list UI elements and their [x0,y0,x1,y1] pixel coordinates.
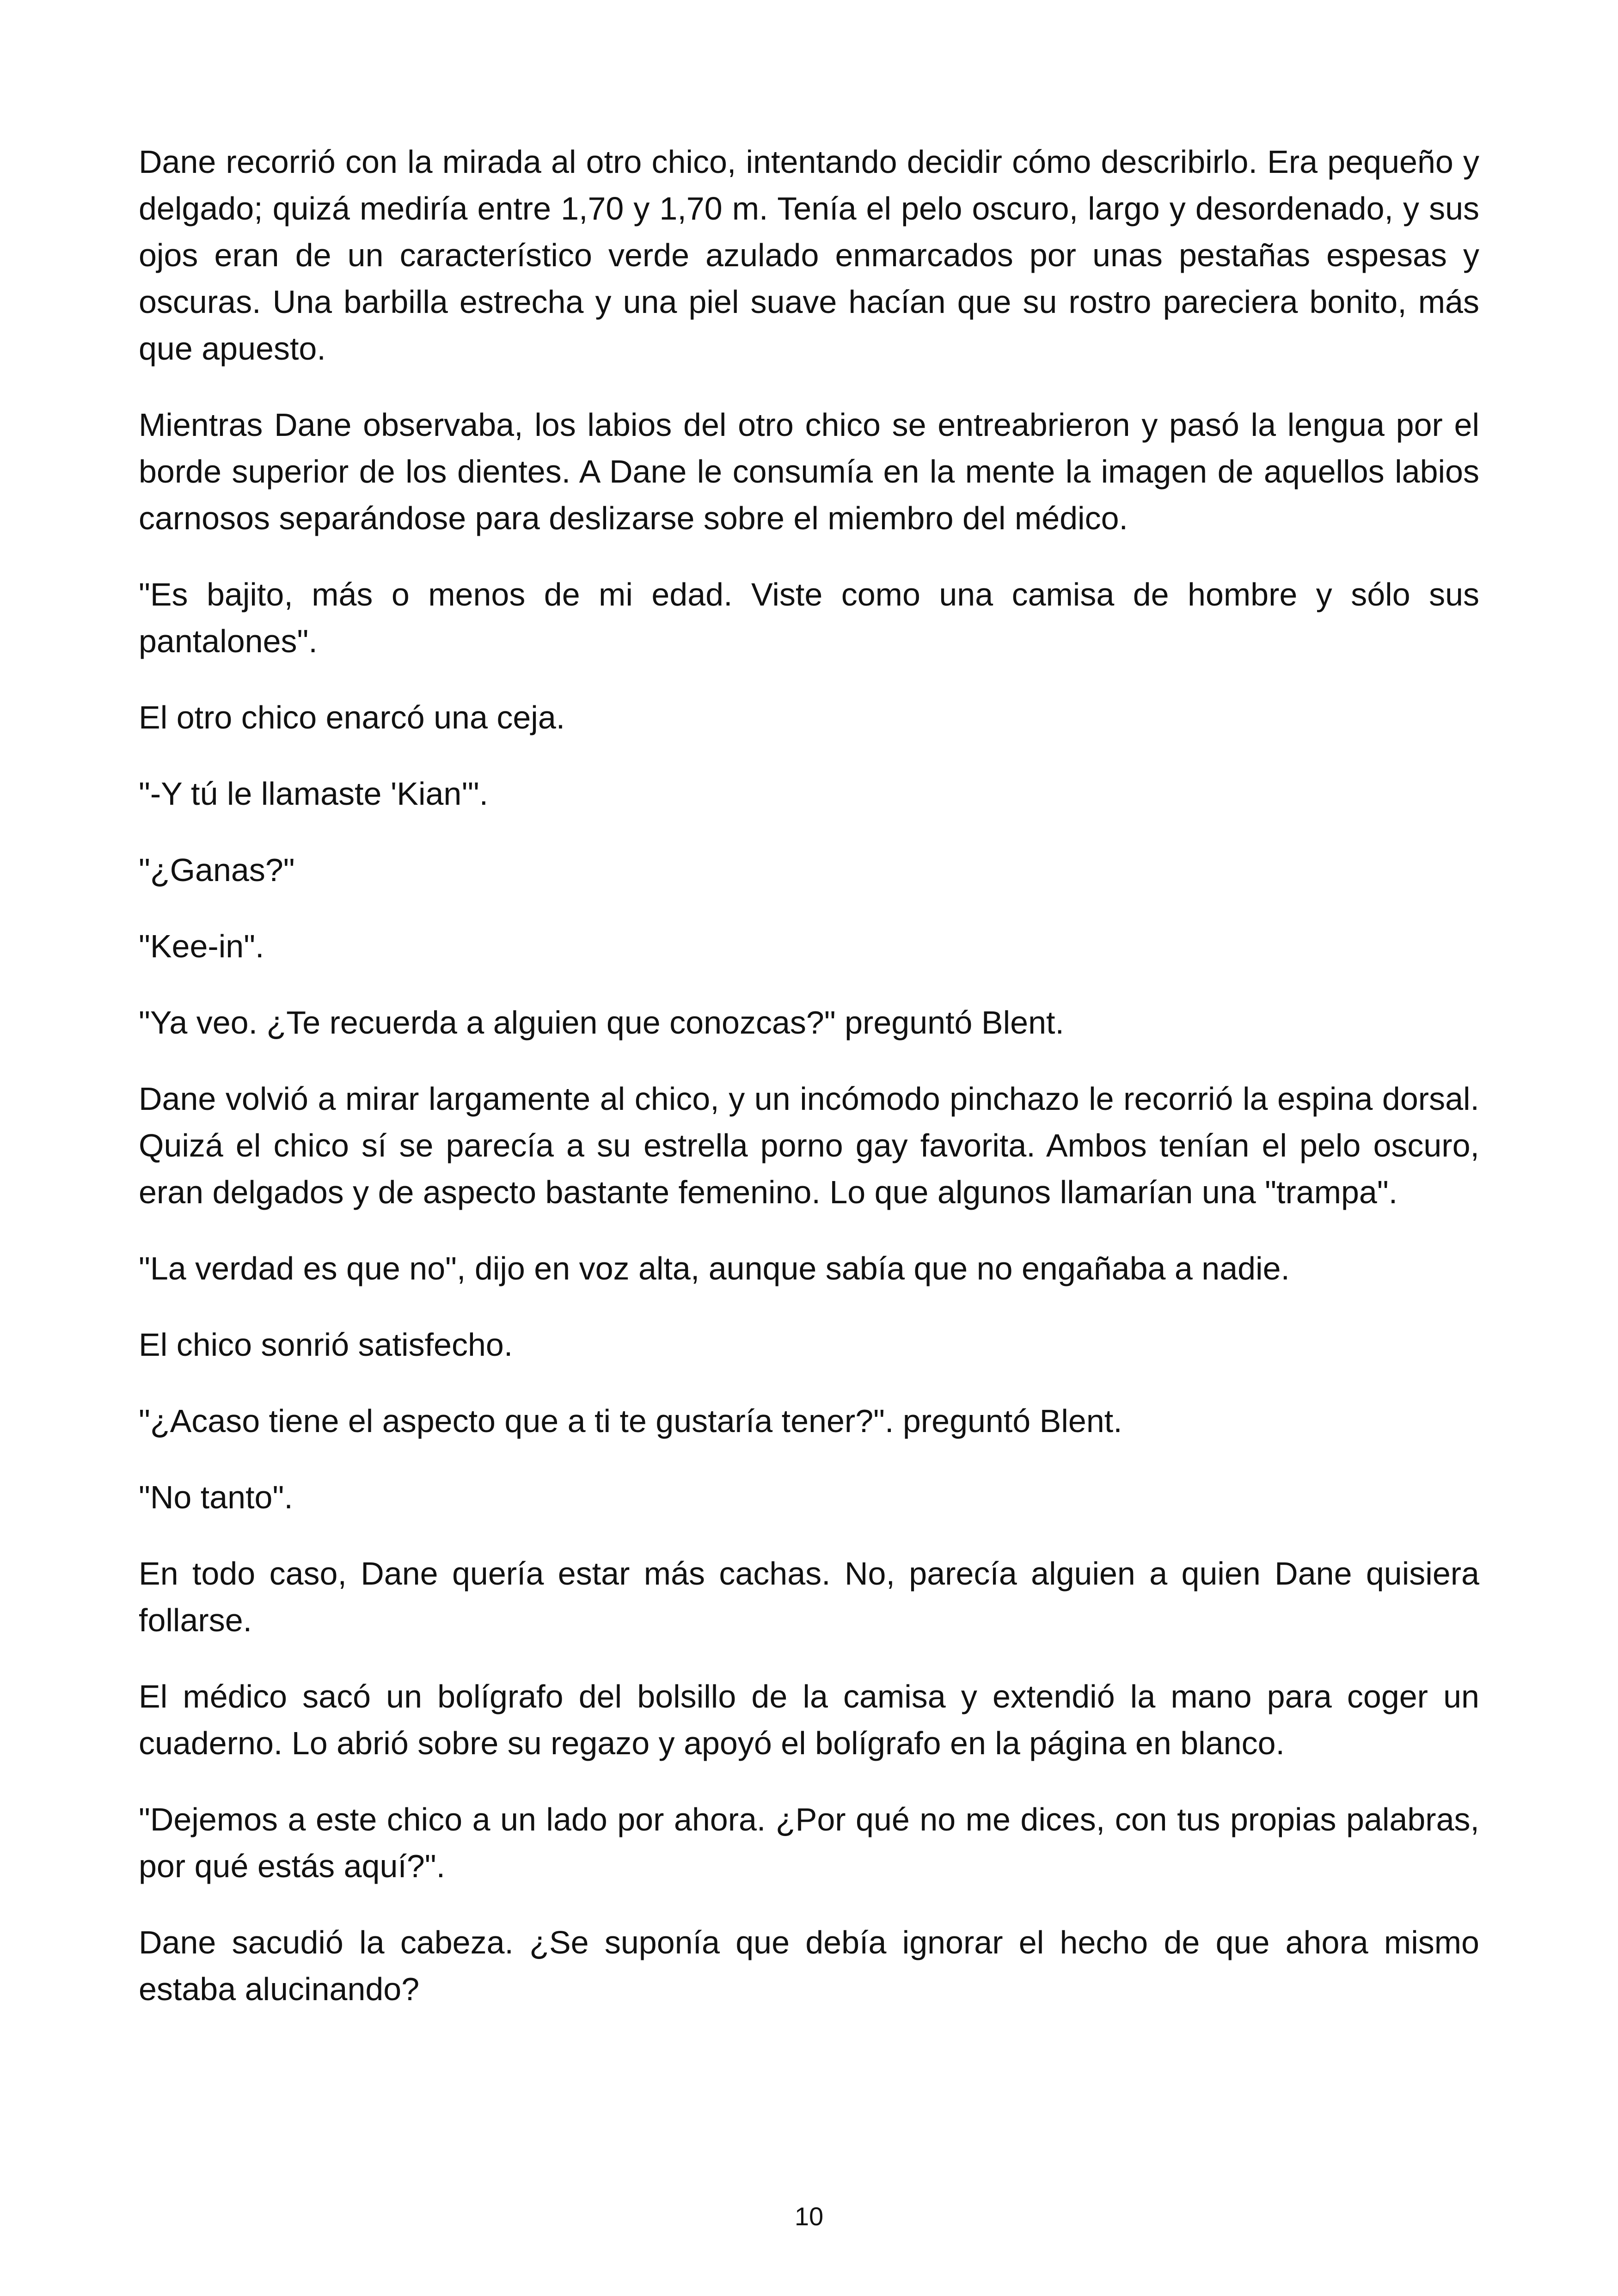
paragraph: Dane volvió a mirar largamente al chico, y un incómodo pinchazo le recorrió la espina dorsal. Quizá el chico sí se parecía a su estrella porno gay favorita. Ambos tenían el pelo oscuro, eran delgados y de aspecto bastante femenino. Lo que algunos llamarían una "trampa". [139,1081,1479,1210]
paragraph: El médico sacó un bolígrafo del bolsillo de la camisa y extendió la mano para coger un cuaderno. Lo abrió sobre su regazo y apoyó el bolígrafo en la página en blanco. [139,1678,1479,1761]
paragraph: "¿Ganas?" [139,852,295,888]
paragraph: "Es bajito, más o menos de mi edad. Viste como una camisa de hombre y sólo sus pantalones". [139,576,1479,659]
paragraph: "Ya veo. ¿Te recuerda a alguien que conozcas?" preguntó Blent. [139,1004,1064,1041]
paragraph: Mientras Dane observaba, los labios del otro chico se entreabrieron y pasó la lengua por el borde superior de los dientes. A Dane le consumía en la mente la imagen de aquellos labios carnosos separándose para deslizarse sobre el miembro del médico. [139,407,1479,536]
paragraph: "Kee-in". [139,928,264,964]
paragraph: "No tanto". [139,1479,293,1515]
paragraph: "Dejemos a este chico a un lado por ahora. ¿Por qué no me dices, con tus propias palabras, por qué estás aquí?". [139,1801,1479,1884]
paragraph: "La verdad es que no", dijo en voz alta, aunque sabía que no engañaba a nadie. [139,1250,1290,1286]
paragraph: Dane recorrió con la mirada al otro chico, intentando decidir cómo describirlo. Era pequeño y delgado; quizá mediría entre 1,70 y 1,70 m. Tenía el pelo oscuro, largo y desordenado, y sus ojos eran de un característico verde azulado enmarcados por unas pestañas espesas y oscuras. Una barbilla estrecha y una piel suave hacían que su rostro pareciera bonito, más que apuesto. [139,144,1479,367]
paragraph: El chico sonrió satisfecho. [139,1327,513,1363]
paragraph: "¿Acaso tiene el aspecto que a ti te gustaría tener?". preguntó Blent. [139,1403,1122,1439]
paragraph: "-Y tú le llamaste 'Kian'". [139,776,489,812]
paragraph: Dane sacudió la cabeza. ¿Se suponía que debía ignorar el hecho de que ahora mismo estaba alucinando? [139,1924,1479,2007]
page-number: 10 [794,2202,824,2231]
paragraph: El otro chico enarcó una ceja. [139,699,565,735]
paragraph: En todo caso, Dane quería estar más cachas. No, parecía alguien a quien Dane quisiera follarse. [139,1555,1479,1638]
document-body [139,139,1479,2042]
